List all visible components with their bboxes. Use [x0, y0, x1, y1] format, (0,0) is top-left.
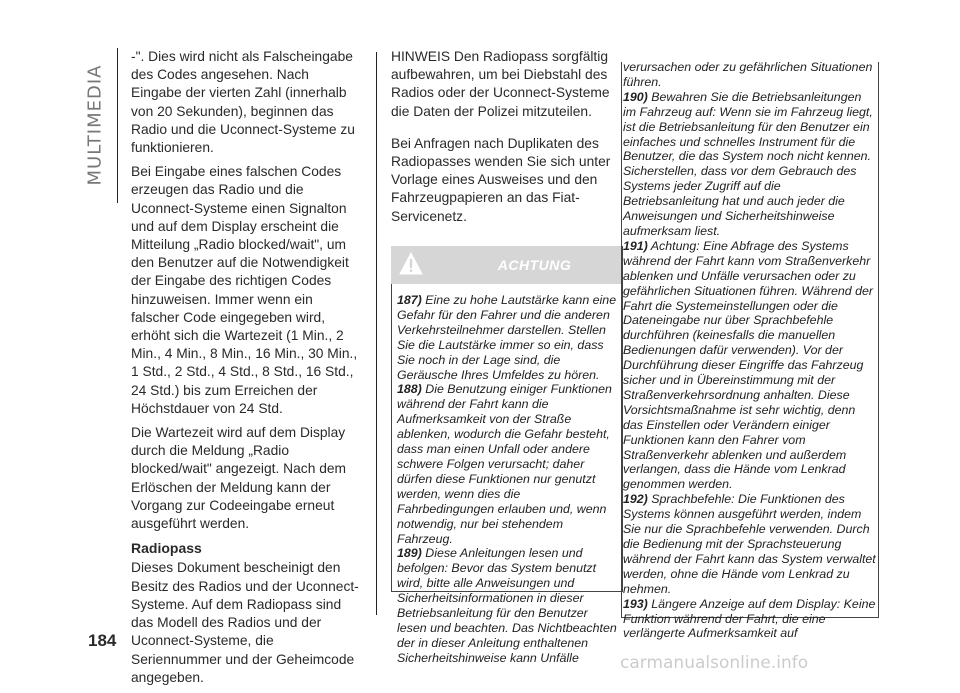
- paragraph: Bei Anfragen nach Duplikaten des Radiopasses wenden Sie sich unter Vorlage eines Ausweises und den Fahrzeugpapieren an das Fiat-Servicenetz.: [391, 135, 611, 224]
- note-193: 193) Längere Anzeige auf dem Display: Keine Funktion während der Fahrt, die eine verlängerte Aufmerksamkeit auf: [623, 596, 876, 641]
- note-188: 188) Die Benutzung einiger Funktionen während der Fahrt kann die Aufmerksamkeit von der Straße ablenken, wodurch die Gefahr besteht, dass man einen Unfall oder andere schwere Folgen verursacht; daher dürfen diese Funktionen nur genutzt werden, wenn dies die Fahrbedingungen erlauben und, wenn notwendig, nur bei stehendem Fahrzeug.: [397, 382, 612, 546]
- note-187: 187) Eine zu hohe Lautstärke kann eine Gefahr für den Fahrer und die anderen Verkehrsteilnehmer darstellen. Stellen Sie die Lautstärke immer so ein, dass Sie noch in der Lage sind, die Geräusche Ihres Umfeldes zu hören.: [397, 293, 617, 382]
- column-2: [391, 48, 623, 232]
- column-1: [131, 48, 363, 693]
- column-divider: [376, 52, 377, 615]
- page-number: 184: [88, 631, 117, 650]
- warning-box-title: ACHTUNG: [497, 257, 572, 273]
- note-continued: verursachen oder zu gefährlichen Situationen führen.: [623, 60, 873, 89]
- section-heading: Radiopass: [131, 540, 202, 557]
- paragraph: -". Dies wird nicht als Falscheingabe des Codes angesehen. Nach Eingabe der vierten Zahl (innerhalb von 20 Sekunden), beginnen das Radio und die Uconnect-Systeme zu funktionieren.: [131, 49, 355, 156]
- note-190: 190) Bewahren Sie die Betriebsanleitungen im Fahrzeug auf: Wenn sie im Fahrzeug liegt, ist die Betriebsanleitung für den Benutzer ein einfaches und schnelles Instrument für die Benutzer, die das System noch nicht kennen. Sicherstellen, dass vor dem Gebrauch des Systems jeder Zugriff auf die Betriebsanleitung hat und auch jeder die Anweisungen und Sicherheitshinweise aufmerksam liest.: [623, 89, 873, 238]
- paragraph: HINWEIS Den Radiopass sorgfältig aufbewahren, um bei Diebstahl des Radios oder der Uconnect-Systeme die Daten der Polizei mitzuteilen.: [391, 49, 610, 119]
- paragraph: Dieses Dokument bescheinigt den Besitz des Radios und der Uconnect-Systeme. Auf dem Radiopass sind das Modell des Radios und der Uconnect-Systeme, die Seriennummer und der Geheimcode angegeben.: [131, 560, 359, 685]
- note-191: 191) Achtung: Eine Abfrage des Systems während der Fahrt kann vom Straßenverkehr ablenken und Unfälle verursachen oder zu gefährlichen Situationen führen. Während der Fahrt die Systemeinstellungen oder die Dateneingabe nur über Sprachbefehle durchführen (keinesfalls die manuellen Bedienungen dafür verwenden). Vor der Durchführung dieser Eingriffe das Fahrzeug sicher und in Übereinstimmung mit der Straßenverkehrsordnung anhalten. Diese Vorsichtsmaßnahme ist sehr wichtig, denn das Einstellen oder Verändern einiger Funktionen kann den Fahrer vom Straßenverkehr ablenken und außerdem verlangen, dass die Hände vom Lenkrad genommen werden.: [623, 238, 874, 492]
- note-189: 189) Diese Anleitungen lesen und befolgen: Bevor das System benutzt wird, bitte alle Anweisungen und Sicherheitsinformationen in dieser Betriebsanleitung für den Benutzer lesen und beachten. Das Nichtbeachten der in dieser Anleitung enthaltenen Sicherheitshinweise kann Unfälle: [397, 546, 617, 665]
- warning-box-header: [391, 246, 622, 284]
- warning-triangle-icon: [399, 252, 423, 276]
- warning-box-text: [397, 293, 617, 666]
- column-4: [623, 60, 877, 641]
- paragraph: Bei Eingabe eines falschen Codes erzeugen das Radio und die Uconnect-Systeme einen Signalton und auf dem Display erscheint die Mitteilung „Radio blocked/wait", um den Benutzer auf die Notwendigkeit der Eingabe des richtigen Codes hinzuweisen. Immer wenn ein falscher Code eingegeben wird, erhöht sich die Wartezeit (1 Min., 2 Min., 4 Min., 8 Min., 16 Min., 30 Min., 1 Std., 2 Std., 4 Std., 8 Std., 16 Std., 24 Std.) bis zum Erreichen der Höchstdauer von 24 Std.: [131, 164, 358, 416]
- paragraph: Die Wartezeit wird auf dem Display durch die Meldung „Radio blocked/wait" angezeigt. Nach dem Erlöschen der Meldung kann der Vorgang zur Codeeingabe erneut ausgeführt werden.: [131, 425, 347, 532]
- note-192: 192) Sprachbefehle: Die Funktionen des Systems können ausgeführt werden, indem Sie nur die Sprachbefehle verwenden. Durch die Bedienung mit der Sprachsteuerung während der Fahrt kann das System verwaltet werden, ohne die Hände vom Lenkrad zu nehmen.: [623, 492, 876, 596]
- watermark-footer: carmanualsonline.info: [620, 653, 809, 673]
- side-divider: [117, 48, 118, 203]
- section-side-title: MULTIMEDIA: [84, 64, 106, 186]
